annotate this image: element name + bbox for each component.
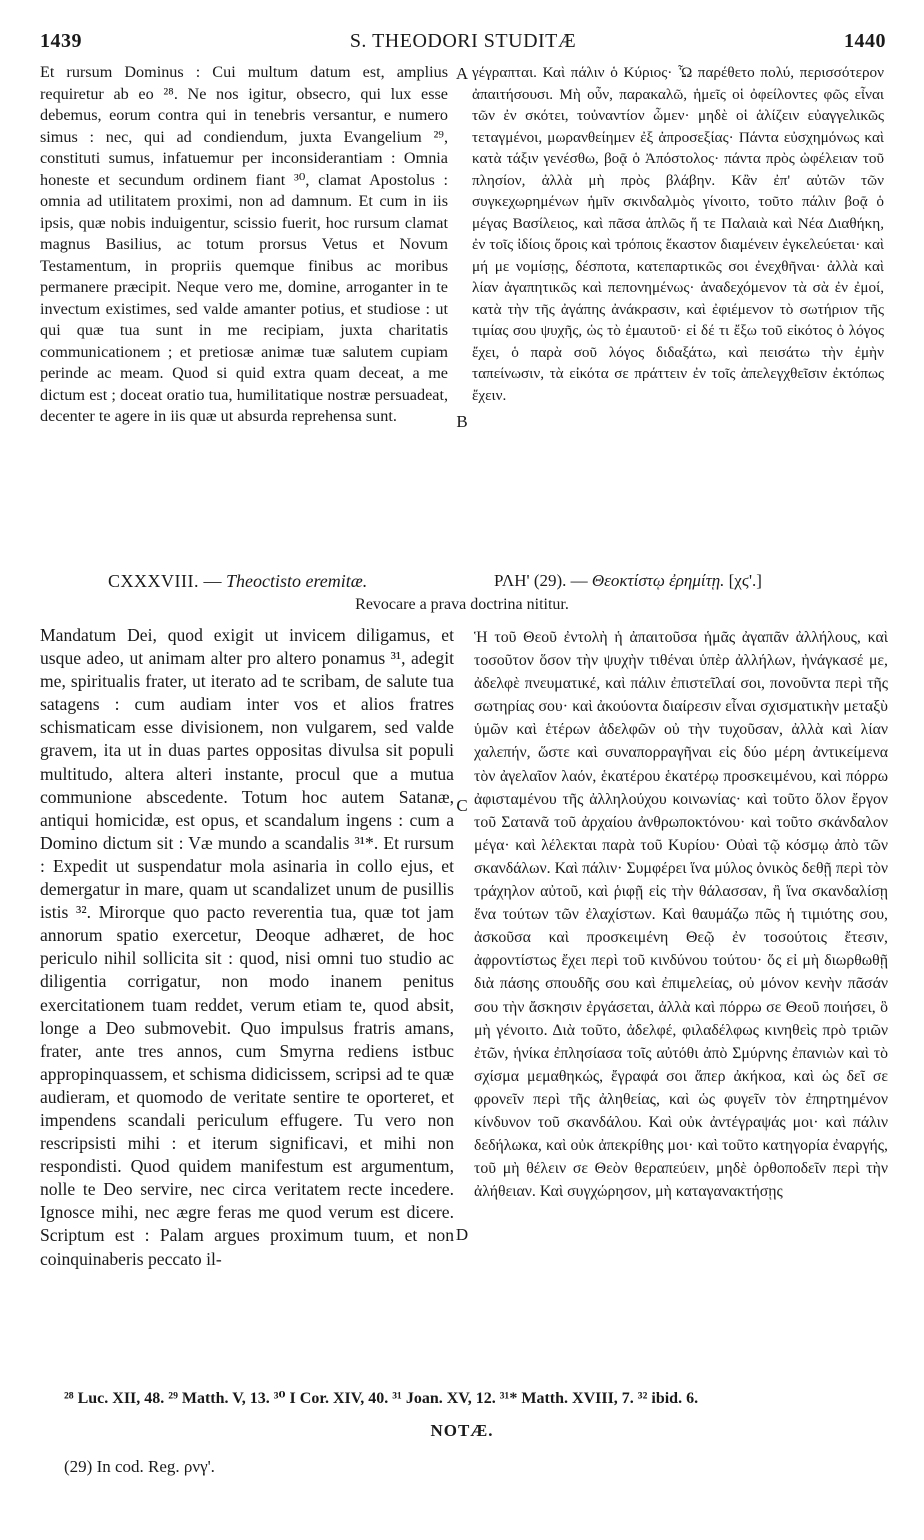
latin-letter-number: CXXXVIII.: [108, 571, 199, 591]
footnotes: ²⁸ Luc. XII, 48. ²⁹ Matth. V, 13. ³⁰ I Cor. XIV, 40. ³¹ Joan. XV, 12. ³¹* Matth. XVIII, 7. ³² ibid. 6.: [64, 1390, 699, 1407]
latin-heading-dash: —: [198, 571, 226, 591]
greek-addressee: Θεοκτίστῳ ἐρημίτῃ.: [591, 571, 725, 590]
greek-column-bottom: [474, 626, 888, 1203]
latin-addressee: Theoctisto eremitæ.: [225, 571, 368, 591]
latin-column-bottom: [40, 624, 454, 1271]
greek-heading-dash: —: [566, 571, 592, 590]
latin-text-top: Et rursum Dominus : Cui multum datum est, amplius requiretur ab eo ²⁸. Ne nos igitur, obsecro, qui lux esse debemus, eorum contra qui in tenebris versantur, e numero simus : nec, qui ad condiendum, juxta Evangelium ²⁹, constituti sumus, infatuemur per inconsiderantiam : Omnia honeste et secundum ordinem fiant ³⁰, clamat Apostolus : omnia ad utilitatem proximi, non ad damnum. Et cum in iis ipsis, quæ nobis induigentur, scissio fuerit, hoc rursum clamat magnus Basilius, ac totum prorsus Vetus et Novum Testamentum, in propriis quemque finibus ac moribus permanere præcipit. Neque vero me, domine, arroganter in te invectum existimes, sed valde amanter potius, et studiose : ut qui quæ tua sunt in me recipiam, juxta charitatis communicationem ; et pretiosæ animæ tuæ salutem cupiam perinde ac meam. Quod si quid extra quam deceat, a me dictum est ; doceat oratio tua, humilitatique nostræ persuadeat, decenter te agere in iis quæ ut absurda reprehensa sunt.: [40, 63, 448, 425]
running-title: S. THEODORI STUDITÆ: [349, 30, 577, 52]
latin-column-top: [40, 62, 448, 428]
notae-heading: NOTÆ.: [430, 1421, 494, 1440]
margin-marker-a: A: [455, 64, 469, 83]
note-29: (29) In cod. Reg. ρνγ'.: [64, 1457, 215, 1476]
page-number-left: 1439: [40, 30, 82, 52]
page-number-right: 1440: [844, 30, 886, 52]
greek-letter-heading: [494, 571, 762, 591]
greek-letter-number: ΡΛΗ' (29).: [494, 571, 567, 590]
greek-text-top: γέγραπται. Καὶ πάλιν ὁ Κύριος· Ὧ παρέθετο πολύ, περισσότερον ἀπαιτήσουσι. Μὴ οὖν, παρακαλῶ, ἡμεῖς οἱ ὀφείλοντες φῶς εἶναι τῶν ἐν σκότει, τοὐναντίον ὦμεν· μηδὲ οἱ ἁλίζειν εὐαγγελικῶς τεταγμένοι, μωρανθείημεν ἐξ ἀπροσεξίας· Πάντα εὐσχημόνως καὶ κατὰ τάξιν γενέσθω, βοᾷ ὁ Ἀπόστολος· πάντα πρὸς ὠφέλειαν τοῦ πλησίον, ἀλλὰ μὴ πρὸς βλάβην. Κἂν ἐπ' αὐτῶν τῶν συγκεχωρημένων ἡμῖν σκινδαλμὸς γίνοιτο, τοῦτο πάλιν βοᾷ ὁ μέγας Βασίλειος, καὶ πᾶσα ἁπλῶς ἥ τε Παλαιὰ καὶ Νέα Διαθήκη, ἐν τοῖς ἰδίοις ὅροις καὶ τρόποις ἕκαστον διαμένειν ἐγκελεύεται· καὶ μή με νομίσῃς, δέσποτα, κατεπαρτικῶς σοι ἐνεχθῆναι· ἀλλὰ καὶ λίαν ἀγαπητικῶς καὶ πεπονημένως· ἀναδεχόμενον τὰ σὰ ἐν ἐμοί, κατὰ τὴν τῆς ἀγάπης ἀνάκρασιν, καὶ ἐφιέμενον τὸ σωτήριον τῆς τιμίας σου ψυχῆς, ὡς τὸ ἐμαυτοῦ· εἰ δέ τι ἔξω τοῦ εἰκότος ὁ λόγος ἔχει, ὁ παρὰ σοῦ λόγος διδαξάτω, καὶ πεισάτω τὴν ἐμὴν ταπείνωσιν, τὰ εἰκότα σε πράττειν ἐν τοῖς ἀπελεγχθεῖσιν ἐκτόπως ἔχειν.: [472, 64, 884, 404]
greek-text-bottom: Ἡ τοῦ Θεοῦ ἐντολὴ ἡ ἀπαιτοῦσα ἡμᾶς ἀγαπᾶν ἀλλήλους, καὶ τοσοῦτον ὅσον τὴν ψυχὴν τιθέναι ὑπὲρ ἀλλήλων, ἠνάγκασέ με, ἀδελφὲ πνευματικέ, καὶ πάλιν ἐπιστεῖλαί σοι, πονοῦντα περὶ τῆς σωτηρίας σου· καὶ ἀκούοντα διαίρεσιν εἶναι σχισματικὴν μεταξὺ ὑμῶν καὶ ἑτέρων ἀδελφῶν οὐ τὴν τυχοῦσαν, ἀλλὰ καὶ λίαν χαλεπήν, ὥστε καὶ συναπορραγῆναι εἰς δύο μέρη ἀντικείμενα τὸν ἀγελαῖον λαόν, ἑκατέρου ἑκατέρῳ προσκειμένου, καὶ πόρρω ἀφισταμένου τῆς ἀλληλούχου κοινωνίας· καὶ τοῦτο ὅλον ἔργον τοῦ Σατανᾶ τοῦ ἀρχαίου ἀνθρωποκτόνου· καὶ τοῦτο σκάνδαλον μέγα· καὶ λέλεκται παρὰ τοῦ Κυρίου· Οὐαὶ τῷ κόσμῳ ἀπὸ τῶν σκανδάλων. Καὶ πάλιν· Συμφέρει ἵνα μύλος ὀνικὸς δεθῇ περὶ τὸν τράχηλον αὐτοῦ, καὶ ῥιφῇ εἰς τὴν θάλασσαν, ἢ ἵνα σκανδαλίσῃ ἕνα τούτων τῶν ἐλαχίστων. Καὶ θαυμάζω πῶς ἡ τιμιότης σου, ἀσκοῦσα καὶ προσκειμένη Θεῷ ἐν τοσούτοις ἔτεσιν, ἀφροντίστως ἔχει περὶ τοῦ κινδύνου τούτου· ὅς εἰ μὴ διωρθωθῇ διὰ πάσης σπουδῆς σου καὶ ἐπιμελείας, οὐ μόνον κενὴν πᾶσάν σου τὴν ἄσκησιν ἐργάσεται, ἀλλὰ καὶ πόρρω σε Θεοῦ ποιήσει, ὃ μὴ γένοιτο. Διὰ τοῦτο, ἀδελφέ, φιλαδέλφως κινηθεὶς πρὸ τριῶν ἐτῶν, ἡνίκα ἐπλησίασα τοῖς αὐτόθι ἀπὸ Σμύρνης ἐπανιὼν καὶ τὸ σχίσμα μεμαθηκώς, ἔγραφά σοι ἅπερ ἀκήκοα, καὶ ὡς δεῖ σε φρονεῖν περὶ τῆς ἀληθείας, καὶ ὡς φυγεῖν τὸν ἐπηρτημένον κίνδυνον τοῦ σκανδάλου. Καὶ οὐκ ἀντέγραψάς μοι· καὶ πάλιν δεδήλωκα, καὶ οὐκ ἀπεκρίθης μοι· καὶ τοῦτο κατηγορία ἐναργής, τοῦ μὴ θέλειν σε Θεὸν θεραπεύειν, μηδὲ ὀρθοποδεῖν περὶ τὴν ἀλήθειαν. Καὶ συγχώρησον, μὴ καταγανακτήσῃς: [474, 629, 888, 1201]
margin-marker-d: D: [455, 1225, 469, 1244]
latin-text-bottom: Mandatum Dei, quod exigit ut invicem diligamus, et usque adeo, ut animam alter pro altero ponamus ³¹, adegit me, spiritualis frater, ut iterato ad te scribam, de salute tua satagens : cum audiam inter vos et alios fratres schismaticam esse divisionem, non vulgarem, sed valde gravem, ita ut in duas partes oppositas divulsa sit populi multitudo, altera alteri instante, procul que a mutua communione abscedente. Totum hoc autem Satanæ, antiqui homicidæ, est opus, et scandalum ingens : cum a Domino dictum sit : Væ mundo a scandalis ³¹*. Et rursum : Expedit ut suspendatur mola asinaria in collo ejus, et demergatur in mare, quam ut scandalizet unum de pusillis istis ³². Mirorque quo pacto reverentia tua, quæ tot jam annorum spatio exercetur, Deoque adhæret, de hoc periculo nihil sollicita sit : quod, nisi omni tuo studio ac diligentia corrigatur, non modo inanem penitus exercitationem tuam reddet, verum etiam te, quod absit, longe a Deo submovebit. Quo impulsus fratris amans, frater, ante tres annos, cum Smyrna rediens istbuc appropinquassem, et schisma didicissem, scripsi ad te quæ audieram, et quomodo de veritate sentire te oporteret, et impendens scandali periculum effugere. Tu vero non rescripsisti mihi : et iterum significavi, et mihi non respondisti. Quod quidem manifestum est argumentum, nolle te Deo servire, nec circa veritatem recte incedere. Ignosce mihi, nec ægre feras me quod verum est dicere. Scriptum est : Palam argues proximum tuum, et non coinquinaberis peccato il-: [40, 625, 454, 1269]
margin-marker-c: C: [456, 796, 468, 815]
running-head: [40, 30, 886, 56]
greek-reference: [χϛ'.]: [728, 571, 762, 590]
latin-letter-heading: [108, 571, 367, 592]
greek-column-top: [472, 62, 884, 406]
letter-argument: Revocare a prava doctrina nititur.: [355, 596, 569, 613]
margin-marker-b: B: [456, 412, 468, 431]
